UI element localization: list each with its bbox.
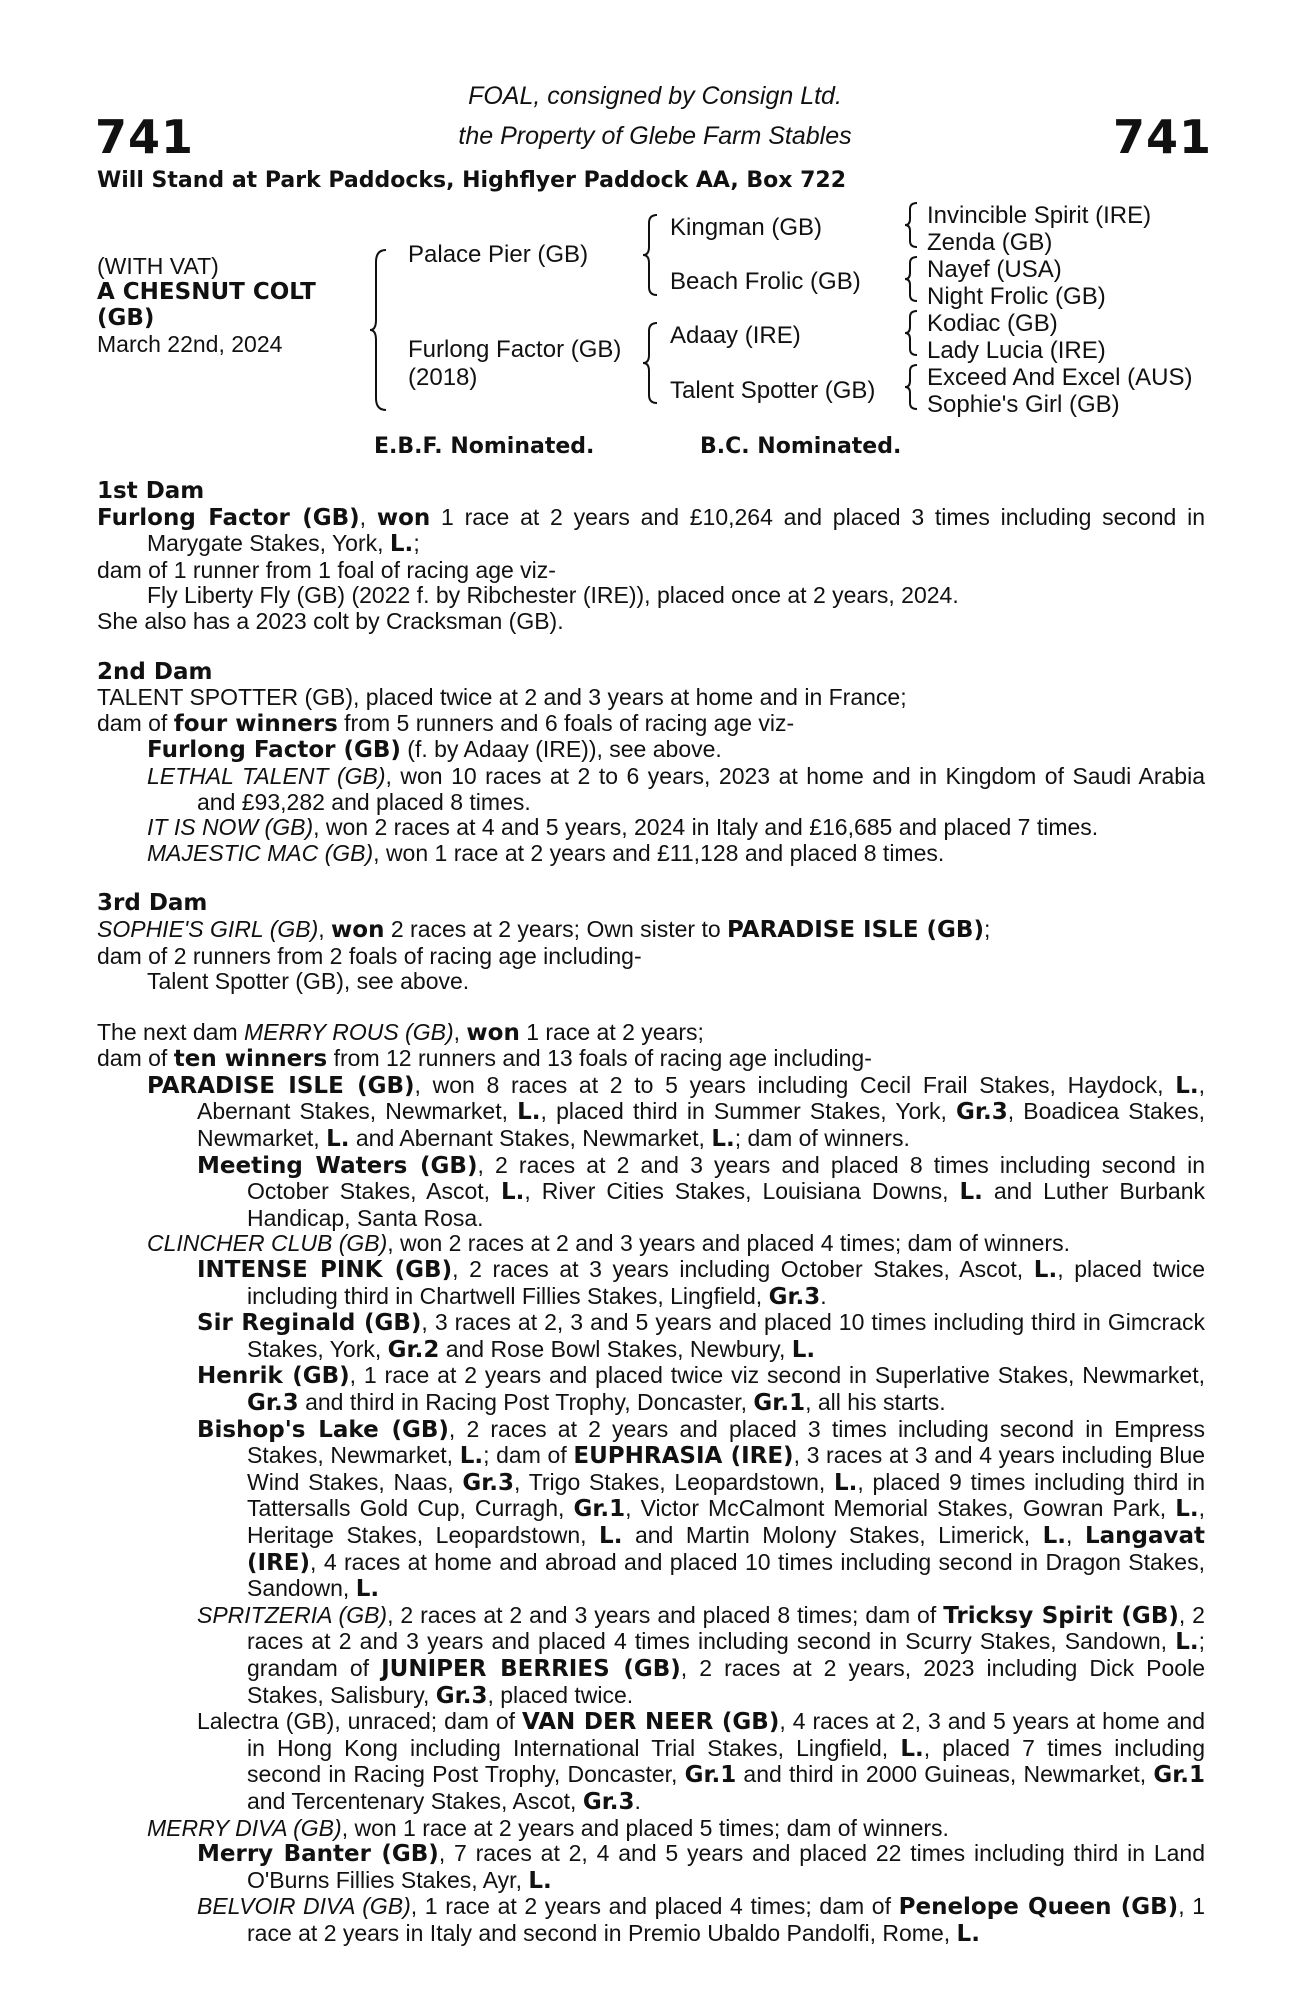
catalogue-entry: MERRY DIVA (GB), won 1 race at 2 years and placed 5 times; dam of winners.	[147, 1814, 949, 1841]
catalogue-entry: LETHAL TALENT (GB), won 10 races at 2 to 6 years, 2023 at home and in Kingdom of Saudi Arabia and £93,282 and placed 8 times.	[147, 762, 1205, 815]
lot-number-right: 741	[1113, 110, 1213, 164]
section-heading: 1st Dam	[97, 478, 205, 504]
catalogue-entry: The next dam MERRY ROUS (GB), won 1 race at 2 years;	[97, 1018, 704, 1046]
property-line: the Property of Glebe Farm Stables	[458, 122, 852, 150]
pedigree-g3-2: Zenda (GB)	[927, 229, 1053, 256]
foaling-date: March 22nd, 2024	[97, 331, 283, 357]
catalogue-entry: Furlong Factor (GB), won 1 race at 2 years and £10,264 and placed 3 times including second in Marygate Stakes, York, L.;	[97, 503, 1205, 558]
pedigree-brace-main	[370, 250, 390, 410]
section-heading: 3rd Dam	[97, 890, 208, 917]
catalogue-entry: Fly Liberty Fly (GB) (2022 f. by Ribchester (IRE)), placed once at 2 years, 2024.	[147, 582, 959, 609]
catalogue-entry: Merry Banter (GB), 7 races at 2, 4 and 5 years and placed 22 times including third in Land O'Burns Fillies Stakes, Ayr, L.	[197, 1840, 1205, 1894]
pedigree-brace-g1	[905, 203, 921, 247]
pedigree-dam-dam: Talent Spotter (GB)	[670, 377, 876, 404]
catalogue-entry: dam of four winners from 5 runners and 6 foals of racing age viz-	[97, 709, 795, 737]
catalogue-entry: TALENT SPOTTER (GB), placed twice at 2 and 3 years at home and in France;	[97, 684, 907, 711]
catalogue-entry: SOPHIE'S GIRL (GB), won 2 races at 2 years; Own sister to PARADISE ISLE (GB);	[97, 915, 991, 943]
pedigree-dam: Furlong Factor (GB)	[408, 336, 622, 363]
catalogue-entry: SPRITZERIA (GB), 2 races at 2 and 3 years and placed 8 times; dam of Tricksy Spirit (GB), 2 races at 2 and 3 years and placed 4 times including second in Scurry Stakes, Sandown, L.; grandam of JUNIPER BERRIES (GB), 2 races at 2 years, 2023 including Dick Poole Stakes, Salisbury, Gr.3, placed twice.	[197, 1601, 1205, 1709]
pedigree-sire: Palace Pier (GB)	[408, 241, 589, 268]
pedigree-brace-g4	[905, 365, 921, 409]
pedigree-g3-1: Invincible Spirit (IRE)	[927, 202, 1152, 229]
pedigree-brace-g2	[905, 257, 921, 301]
catalogue-entry: She also has a 2023 colt by Cracksman (GB).	[97, 607, 564, 634]
pedigree-brace-sire	[643, 215, 663, 295]
bc-nomination: B.C. Nominated.	[700, 434, 902, 459]
consignor-line: FOAL, consigned by Consign Ltd.	[468, 82, 842, 110]
stand-location: Will Stand at Park Paddocks, Highflyer Paddock AA, Box 722	[97, 168, 847, 193]
catalogue-entry: Sir Reginald (GB), 3 races at 2, 3 and 5 years and placed 10 times including third in Gimcrack Stakes, York, Gr.2 and Rose Bowl Stakes, Newbury, L.	[197, 1309, 1205, 1363]
horse-info	[97, 253, 316, 357]
catalogue-entry: Meeting Waters (GB), 2 races at 2 and 3 years and placed 8 times including second in October Stakes, Ascot, L., River Cities Stakes, Louisiana Downs, L. and Luther Burbank Handicap, Santa Rosa.	[197, 1151, 1205, 1231]
section-heading: 2nd Dam	[97, 658, 213, 685]
pedigree-g3-3: Nayef (USA)	[927, 256, 1062, 283]
pedigree-g3-7: Exceed And Excel (AUS)	[927, 364, 1193, 391]
catalogue-entry: IT IS NOW (GB), won 2 races at 4 and 5 years, 2024 in Italy and £16,685 and placed 7 times.	[147, 814, 1099, 841]
pedigree-g3-4: Night Frolic (GB)	[927, 283, 1106, 310]
catalogue-entry: PARADISE ISLE (GB), won 8 races at 2 to 5 years including Cecil Frail Stakes, Haydock, L., Abernant Stakes, Newmarket, L., placed third in Summer Stakes, York, Gr.3, Boadicea Stakes, Newmarket, L. and Abernant Stakes, Newmarket, L.; dam of winners.	[147, 1071, 1205, 1153]
catalogue-entry: BELVOIR DIVA (GB), 1 race at 2 years and placed 4 times; dam of Penelope Queen (GB), 1 race at 2 years in Italy and second in Premio Ubaldo Pandolfi, Rome, L.	[197, 1893, 1206, 1947]
catalogue-entry: Lalectra (GB), unraced; dam of VAN DER NEER (GB), 4 races at 2, 3 and 5 years at home and in Hong Kong including International Trial Stakes, Lingfield, L., placed 7 times including second in Racing Post Trophy, Doncaster, Gr.1 and third in 2000 Guineas, Newmarket, Gr.1 and Tercentenary Stakes, Ascot, Gr.3.	[197, 1708, 1205, 1815]
catalogue-entry: Henrik (GB), 1 race at 2 years and placed twice viz second in Superlative Stakes, Newmarket, Gr.3 and third in Racing Post Trophy, Doncaster, Gr.1, all his starts.	[197, 1362, 1205, 1416]
pedigree-brace-dam	[643, 323, 663, 403]
pedigree-g3-8: Sophie's Girl (GB)	[927, 391, 1120, 418]
catalogue-entry: dam of ten winners from 12 runners and 13 foals of racing age including-	[97, 1045, 872, 1073]
catalogue-entry: dam of 1 runner from 1 foal of racing age viz-	[97, 556, 556, 583]
catalogue-entry: MAJESTIC MAC (GB), won 1 race at 2 years and £11,128 and placed 8 times.	[147, 839, 945, 866]
catalogue-body	[97, 479, 1205, 1947]
catalogue-entry: INTENSE PINK (GB), 2 races at 3 years including October Stakes, Ascot, L., placed twice including third in Chartwell Fillies Stakes, Lingfield, Gr.3.	[197, 1256, 1205, 1310]
ebf-nomination: E.B.F. Nominated.	[374, 434, 595, 459]
horse-name: A CHESNUT COLT	[97, 279, 316, 305]
horse-country: (GB)	[97, 305, 155, 331]
catalogue-entry: Furlong Factor (GB) (f. by Adaay (IRE)), see above.	[147, 736, 722, 764]
vat-note: (WITH VAT)	[97, 253, 219, 279]
pedigree-dam-year: (2018)	[408, 364, 478, 391]
catalogue-entry: Bishop's Lake (GB), 2 races at 2 years and placed 3 times including second in Empress Stakes, Newmarket, L.; dam of EUPHRASIA (IRE), 3 races at 3 and 4 years including Blue Wind Stakes, Naas, Gr.3, Trigo Stakes, Leopardstown, L., placed 9 times including third in Tattersalls Gold Cup, Curragh, Gr.1, Victor McCalmont Memorial Stakes, Gowran Park, L., Heritage Stakes, Leopardstown, L. and Martin Molony Stakes, Limerick, L., Langavat (IRE), 4 races at home and abroad and placed 10 times including second in Dragon Stakes, Sandown, L.	[197, 1415, 1206, 1603]
pedigree-sire-sire: Kingman (GB)	[670, 214, 823, 241]
catalogue-entry: Talent Spotter (GB), see above.	[147, 968, 470, 995]
pedigree-g3-6: Lady Lucia (IRE)	[927, 337, 1106, 364]
pedigree-dam-sire: Adaay (IRE)	[670, 322, 801, 349]
pedigree-brace-g3	[905, 311, 921, 355]
pedigree-sire-dam: Beach Frolic (GB)	[670, 268, 861, 295]
catalogue-entry: dam of 2 runners from 2 foals of racing age including-	[97, 942, 642, 969]
lot-number-left: 741	[95, 110, 195, 164]
catalogue-entry: CLINCHER CLUB (GB), won 2 races at 2 and 3 years and placed 4 times; dam of winners.	[147, 1230, 1070, 1257]
pedigree-g3-5: Kodiac (GB)	[927, 310, 1058, 337]
